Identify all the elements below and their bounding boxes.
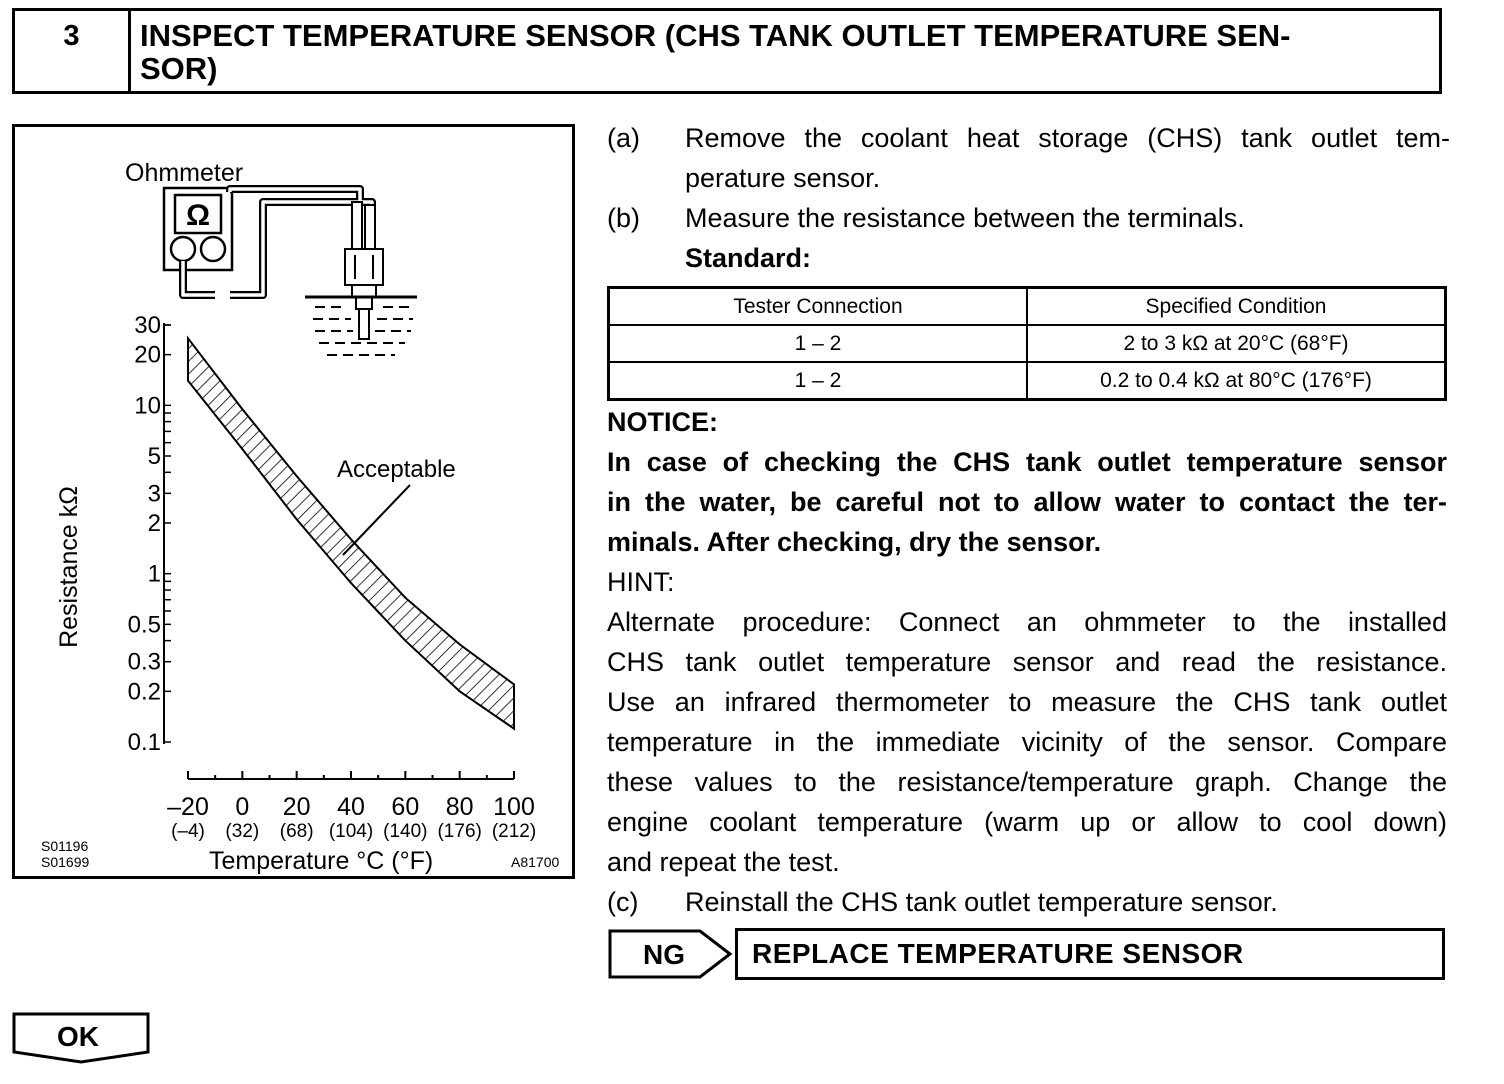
y-tick-label: 1: [147, 560, 161, 588]
ng-arrow-box: [608, 929, 734, 979]
hint-line: temperature in the immediate vicinity of the sensor. Compare: [607, 727, 1447, 757]
table-cell: 2 to 3 kΩ at 20°C (68°F): [1027, 325, 1446, 362]
x-tick-label-fahrenheit: (104): [328, 821, 374, 842]
step-title: [140, 19, 1420, 85]
figure-code-3: A81700: [511, 854, 560, 870]
standard-label: Standard:: [685, 243, 812, 273]
notice-title: NOTICE:: [607, 407, 718, 437]
table-cell: 0.2 to 0.4 kΩ at 80°C (176°F): [1027, 362, 1446, 400]
hint-line: and repeat the test.: [607, 847, 840, 877]
step-c-label: (c): [607, 887, 639, 917]
x-tick-label-celsius: 40: [337, 793, 365, 821]
table-row: [609, 325, 1446, 362]
x-tick-label-celsius: 0: [235, 793, 250, 821]
y-tick-label: 20: [134, 341, 161, 369]
ng-label: NG: [643, 939, 685, 970]
hint-line: Use an infrared thermometer to measure the CHS tank outlet: [607, 687, 1447, 717]
notice-line2: in the water, be careful not to allow water to contact the ter-: [607, 487, 1447, 517]
notice-line3: minals. After checking, dry the sensor.: [607, 527, 1102, 557]
ok-label: OK: [57, 1021, 99, 1052]
sensor-figure: [12, 124, 575, 879]
ok-arrow-box: [12, 1012, 150, 1064]
x-tick-label-fahrenheit: (212): [491, 821, 537, 842]
y-tick-label: 0.3: [127, 648, 161, 676]
hint-title: HINT:: [607, 567, 675, 597]
y-tick-label: 2: [147, 509, 161, 537]
step-number: 3: [15, 11, 131, 91]
hint-line: engine coolant temperature (warm up or allow to cool down): [607, 807, 1447, 837]
x-tick-label-fahrenheit: (32): [225, 821, 260, 842]
omega-symbol: Ω: [185, 199, 211, 232]
step-title-line1: INSPECT TEMPERATURE SENSOR (CHS TANK OUTLET TEMPERATURE SEN-: [140, 18, 1291, 53]
acceptable-leader-line: [343, 485, 410, 555]
ohmmeter-icon: [164, 188, 232, 270]
table-cell: 1 – 2: [609, 325, 1028, 362]
spec-table: [607, 286, 1447, 401]
hint-line: these values to the resistance/temperature graph. Change the: [607, 767, 1447, 797]
ng-action-box: REPLACE TEMPERATURE SENSOR: [735, 928, 1445, 980]
y-tick-label: 0.2: [127, 678, 161, 706]
acceptable-label: Acceptable: [337, 456, 456, 483]
y-tick-label: 30: [134, 312, 161, 339]
y-tick-label: 10: [134, 392, 161, 420]
table-row: [609, 362, 1446, 400]
figure-canvas: [15, 127, 572, 876]
resistance-temperature-chart: [128, 312, 537, 842]
hint-line: Alternate procedure: Connect an ohmmeter to the installed: [607, 607, 1447, 637]
x-axis-title: Temperature °C (°F): [209, 847, 434, 875]
hint-line: CHS tank outlet temperature sensor and read the resistance.: [607, 647, 1447, 677]
step-b-label: (b): [607, 203, 640, 233]
table-header-cell: Tester Connection: [609, 288, 1028, 326]
x-tick-label-celsius: 100: [493, 793, 535, 821]
x-tick-label-celsius: –20: [167, 793, 209, 821]
x-tick-label-celsius: 20: [282, 793, 311, 821]
table-header-cell: Specified Condition: [1027, 288, 1446, 326]
step-c-text: Reinstall the CHS tank outlet temperature sensor.: [685, 887, 1278, 917]
y-tick-label: 0.1: [127, 729, 161, 756]
x-tick-group: [167, 771, 536, 842]
step-title-line2: SOR): [140, 51, 218, 86]
ok-arrow-shape: [12, 1012, 150, 1064]
x-tick-label-fahrenheit: (176): [437, 821, 482, 842]
figure-code-1: S01196: [41, 838, 89, 854]
step-b-text: Measure the resistance between the terminals.: [685, 203, 1245, 233]
y-axis-title: Resistance kΩ: [55, 486, 83, 648]
step-a-label: (a): [607, 123, 640, 153]
step-a-line1: Remove the coolant heat storage (CHS) tank outlet tem-: [685, 123, 1450, 153]
step-header: [12, 8, 1442, 94]
table-cell: 1 – 2: [609, 362, 1028, 400]
x-tick-label-celsius: 60: [391, 793, 420, 821]
y-tick-label: 3: [147, 480, 161, 508]
x-tick-label-fahrenheit: (140): [383, 821, 428, 842]
notice-line1: In case of checking the CHS tank outlet temperature sensor: [607, 447, 1447, 477]
y-tick-label: 0.5: [127, 611, 161, 639]
acceptable-band: [188, 338, 514, 728]
ng-arrow-shape: [608, 929, 734, 979]
step-a-line2: perature sensor.: [685, 163, 881, 193]
x-tick-label-fahrenheit: (68): [279, 821, 314, 842]
figure-code-2: S01699: [41, 854, 90, 870]
x-tick-label-fahrenheit: (–4): [171, 821, 205, 842]
y-tick-label: 5: [147, 442, 161, 470]
table-header-row: [609, 288, 1446, 326]
x-tick-label-celsius: 80: [445, 793, 474, 821]
ohmmeter-label: Ohmmeter: [125, 159, 244, 187]
